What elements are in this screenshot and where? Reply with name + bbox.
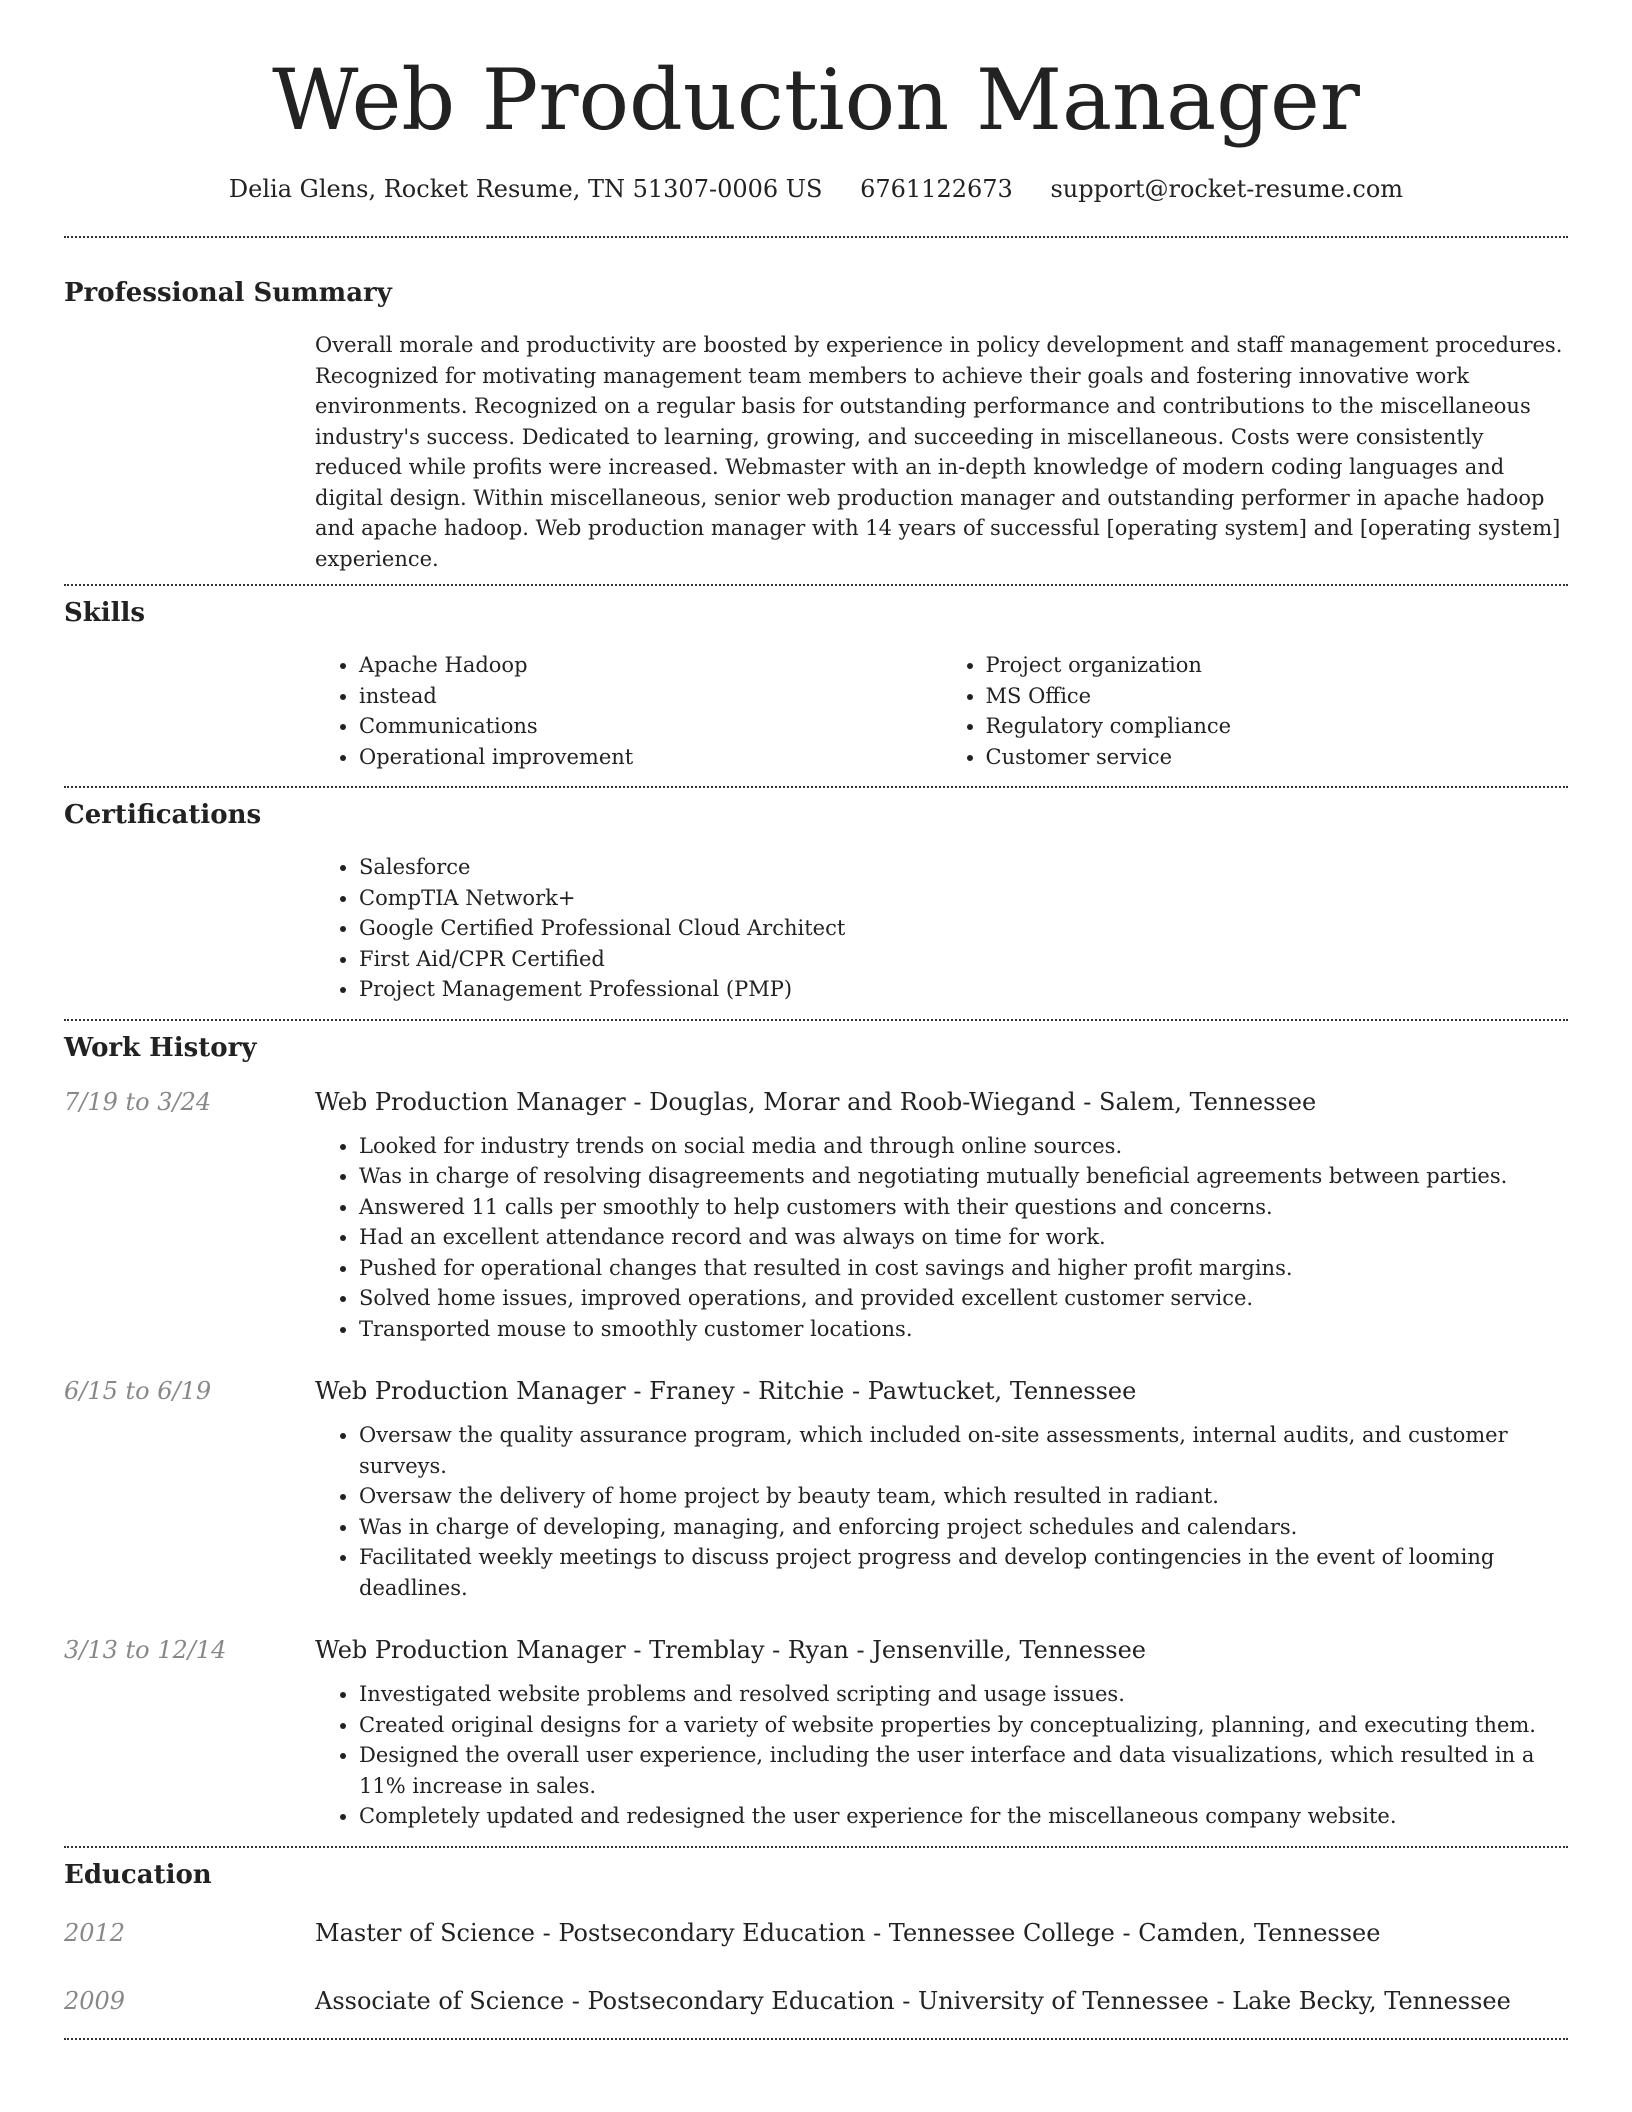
job-heading: Web Production Manager - Douglas, Morar and Roob-Wiegand - Salem, Tennessee [315, 1087, 1317, 1116]
contact-email: support@rocket-resume.com [1050, 175, 1404, 203]
education-entry [64, 1916, 1568, 1950]
list-item: • Transported mouse to smoothly customer locations. [359, 1314, 1568, 1345]
list-item: • Communications [359, 711, 942, 742]
job-entry [64, 1374, 1568, 1603]
education-year: 2012 [64, 1918, 126, 1947]
job-entry [64, 1085, 1568, 1345]
list-item: • Answered 11 calls per smoothly to help customers with their questions and concerns. [359, 1192, 1568, 1223]
job-heading: Web Production Manager - Franey - Ritchie - Pawtucket, Tennessee [315, 1377, 1137, 1405]
list-item: • Project organization [986, 650, 1569, 681]
list-item: • Investigated website problems and resolved scripting and usage issues. [359, 1679, 1568, 1710]
skills-column-left [315, 650, 942, 772]
list-item: • CompTIA Network+ [359, 883, 1568, 914]
list-item: • Project Management Professional (PMP) [359, 974, 1568, 1005]
list-item: • Pushed for operational changes that resulted in cost savings and higher profit margins. [359, 1253, 1568, 1284]
list-item: • Was in charge of developing, managing, and enforcing project schedules and calendars. [359, 1512, 1568, 1543]
education-entry [64, 1984, 1568, 2018]
job-dates: 7/19 to 3/24 [64, 1087, 212, 1116]
list-item: • Oversaw the quality assurance program, which included on-site assessments, internal audits, and customer surveys. [359, 1420, 1568, 1481]
list-item: • Solved home issues, improved operations, and provided excellent customer service. [359, 1283, 1568, 1314]
list-item: • Oversaw the delivery of home project by beauty team, which resulted in radiant. [359, 1481, 1568, 1512]
education-section [64, 1848, 1568, 2018]
divider [64, 2038, 1568, 2040]
list-item: • Designed the overall user experience, including the user interface and data visualizations, which resulted in a 11% increase in sales. [359, 1740, 1568, 1801]
education-title: Education [64, 1859, 212, 1890]
contact-line [64, 172, 1568, 206]
education-year: 2009 [64, 1986, 126, 2015]
job-bullets [315, 1131, 1568, 1345]
work-history-section [64, 1021, 1568, 1832]
list-item: • Completely updated and redesigned the user experience for the miscellaneous company website. [359, 1801, 1568, 1832]
certifications-list [315, 852, 1568, 1005]
list-item: • Apache Hadoop [359, 650, 942, 681]
list-item: • Had an excellent attendance record and was always on time for work. [359, 1222, 1568, 1253]
list-item: • MS Office [986, 681, 1569, 712]
job-heading: Web Production Manager - Tremblay - Ryan - Jensenville, Tennessee [315, 1636, 1147, 1664]
job-dates: 6/15 to 6/19 [64, 1377, 212, 1405]
work-history-title: Work History [64, 1032, 257, 1063]
skills-column-right [942, 650, 1569, 772]
list-item: • First Aid/CPR Certified [359, 944, 1568, 975]
certifications-section [64, 788, 1568, 1005]
list-item: • Looked for industry trends on social media and through online sources. [359, 1131, 1568, 1162]
education-degree: Associate of Science - Postsecondary Education - University of Tennessee - Lake Becky, Tennessee [315, 1986, 1511, 2015]
list-item: • Operational improvement [359, 742, 942, 773]
list-item: • Regulatory compliance [986, 711, 1569, 742]
list-item: • Facilitated weekly meetings to discuss project progress and develop contingencies in the event of looming deadlines. [359, 1542, 1568, 1603]
summary-title: Professional Summary [64, 278, 392, 308]
job-entry [64, 1633, 1568, 1832]
summary-text: Overall morale and productivity are boosted by experience in policy development and staff management procedures. Recognized for motivating management team members to achieve their goals and fostering innovative work environments. Recognized on a regular basis for outstanding performance and contributions to the miscellaneous industry's success. Dedicated to learning, growing, and succeeding in miscellaneous. Costs were consistently reduced while profits were increased. Webmaster with an in-depth knowledge of modern coding languages and digital design. Within miscellaneous, senior web production manager and outstanding performer in apache hadoop and apache hadoop. Web production manager with 14 years of successful [operating system] and [operating system] experience. [315, 333, 1563, 571]
job-bullets [315, 1420, 1568, 1603]
contact-address: Delia Glens, Rocket Resume, TN 51307-0006 US [228, 175, 823, 203]
contact-phone: 6761122673 [860, 175, 1013, 203]
skills-list [315, 650, 1568, 772]
list-item: • Salesforce [359, 852, 1568, 883]
skills-title: Skills [64, 598, 146, 628]
list-item: • Created original designs for a variety of website properties by conceptualizing, planning, and executing them. [359, 1710, 1568, 1741]
list-item: • Google Certified Professional Cloud Architect [359, 913, 1568, 944]
list-item: • instead [359, 681, 942, 712]
skills-section [64, 586, 1568, 772]
resume-name: Web Production Manager [272, 51, 1360, 149]
job-dates: 3/13 to 12/14 [64, 1636, 227, 1664]
certifications-title: Certifications [64, 800, 262, 830]
job-bullets [315, 1679, 1568, 1832]
list-item: • Was in charge of resolving disagreements and negotiating mutually beneficial agreements between parties. [359, 1161, 1568, 1192]
list-item: • Customer service [986, 742, 1569, 773]
education-degree: Master of Science - Postsecondary Education - Tennessee College - Camden, Tennessee [315, 1918, 1381, 1947]
summary-section [64, 238, 1568, 574]
